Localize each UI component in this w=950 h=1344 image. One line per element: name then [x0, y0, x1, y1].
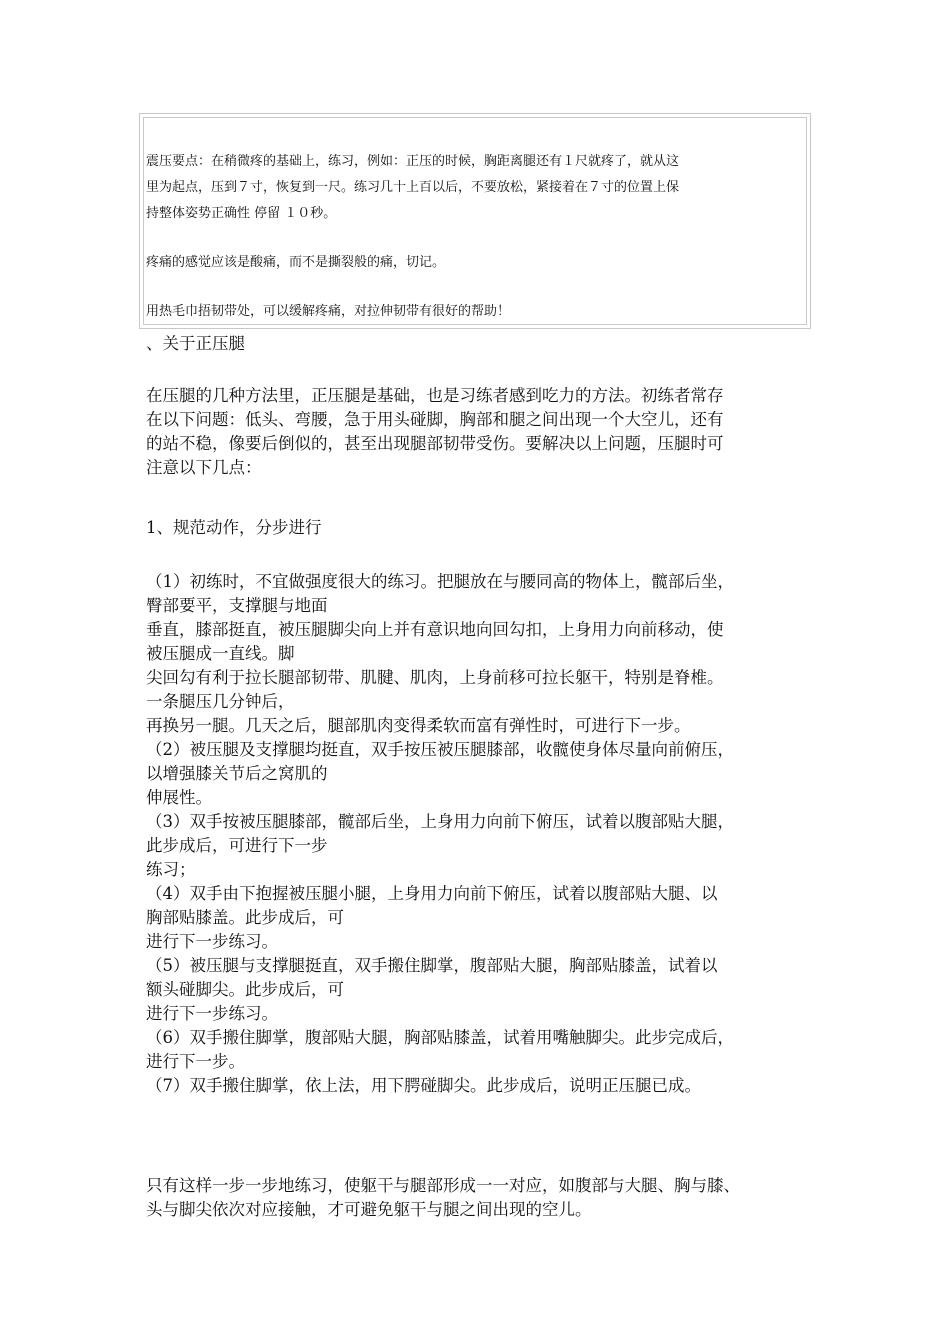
intro-paragraph	[146, 384, 818, 480]
text-line: 用热毛巾捂韧带处，可以缓解疼痛，对拉伸韧带有很好的帮助！	[146, 304, 511, 319]
text-line: （1）初练时，不宜做强度很大的练习。把腿放在与腰同高的物体上，髋部后坐，	[146, 572, 734, 591]
text-line: 疼痛的感觉应该是酸痛，而不是撕裂般的痛，切记。	[146, 255, 446, 270]
text-line: （7）双手搬住脚掌，依上法，用下腭碰脚尖。此步成后，说明正压腿已成。	[146, 1076, 701, 1095]
text-line: （3）双手按被压腿膝部，髋部后坐，上身用力向前下俯压，试着以腹部贴大腿，	[146, 812, 734, 831]
text-line: 持整体姿势正确性 停留 １０秒。	[146, 206, 337, 221]
text-line: 头与脚尖依次对应接触，才可避免躯干与腿之间出现的空儿。	[146, 1200, 592, 1219]
conclusion-paragraph	[146, 1174, 818, 1222]
text-line: 一条腿压几分钟后，	[146, 692, 295, 711]
text-line: 只有这样一步一步地练习，使躯干与腿部形成一一对应，如腹部与大腿、胸与膝、	[146, 1176, 740, 1195]
text-line: 里为起点，压到７寸，恢复到一尺。练习几十上百以后，不要放松，紧接着在７寸的位置上保	[146, 180, 680, 195]
text-line: 以增强膝关节后之窝肌的	[146, 764, 328, 783]
heading-text: 1、规范动作，分步进行	[146, 518, 322, 537]
text-line: 伸展性。	[146, 788, 212, 807]
text-line: 在以下问题：低头、弯腰，急于用头碰脚，胸部和腿之间出现一个大空儿，还有	[146, 410, 724, 429]
text-line: 在压腿的几种方法里，正压腿是基础，也是习练者感到吃力的方法。初练者常存	[146, 386, 724, 405]
text-line: 此步成后，可进行下一步	[146, 836, 328, 855]
text-line: 尖回勾有利于拉长腿部韧带、肌腱、肌肉，上身前移可拉长躯干，特别是脊椎。	[146, 668, 724, 687]
text-line: 练习；	[146, 860, 196, 879]
text-line: 臀部要平，支撑腿与地面	[146, 596, 328, 615]
text-line: （4）双手由下抱握被压腿小腿，上身用力向前下俯压，试着以腹部贴大腿、以	[146, 884, 718, 903]
box-paragraph-1	[146, 149, 806, 227]
heading-1	[146, 516, 818, 540]
text-line: 进行下一步。	[146, 1052, 245, 1071]
text-line: 被压腿成一直线。脚	[146, 644, 295, 663]
box-paragraph-3	[146, 299, 806, 325]
text-line: 震压要点：在稍微疼的基础上，练习，例如：正压的时候，胸距离腿还有１尺就疼了，就从这	[146, 154, 680, 169]
text-line: （2）被压腿及支撑腿均挺直，双手按压被压腿膝部，收髋使身体尽量向前俯压，	[146, 740, 734, 759]
steps-paragraph	[146, 570, 818, 1098]
text-line: 额头碰脚尖。此步成后，可	[146, 980, 344, 999]
text-line: 胸部贴膝盖。此步成后，可	[146, 908, 344, 927]
section-title	[146, 332, 818, 356]
text-line: 垂直，膝部挺直，被压腿脚尖向上并有意识地向回勾扣，上身用力向前移动，使	[146, 620, 724, 639]
text-line: 再换另一腿。几天之后，腿部肌肉变得柔软而富有弹性时，可进行下一步。	[146, 716, 691, 735]
box-paragraph-2	[146, 250, 806, 276]
text-line: 进行下一步练习。	[146, 1004, 278, 1023]
text-line: （5）被压腿与支撑腿挺直，双手搬住脚掌，腹部贴大腿，胸部贴膝盖，试着以	[146, 956, 718, 975]
text-line: 的站不稳，像要后倒似的，甚至出现腿部韧带受伤。要解决以上问题，压腿时可	[146, 434, 724, 453]
text-line: 进行下一步练习。	[146, 932, 278, 951]
section-title-text: 、关于正压腿	[146, 334, 245, 353]
text-line: （6）双手搬住脚掌，腹部贴大腿，胸部贴膝盖，试着用嘴触脚尖。此步完成后，	[146, 1028, 734, 1047]
text-line: 注意以下几点：	[146, 458, 262, 477]
